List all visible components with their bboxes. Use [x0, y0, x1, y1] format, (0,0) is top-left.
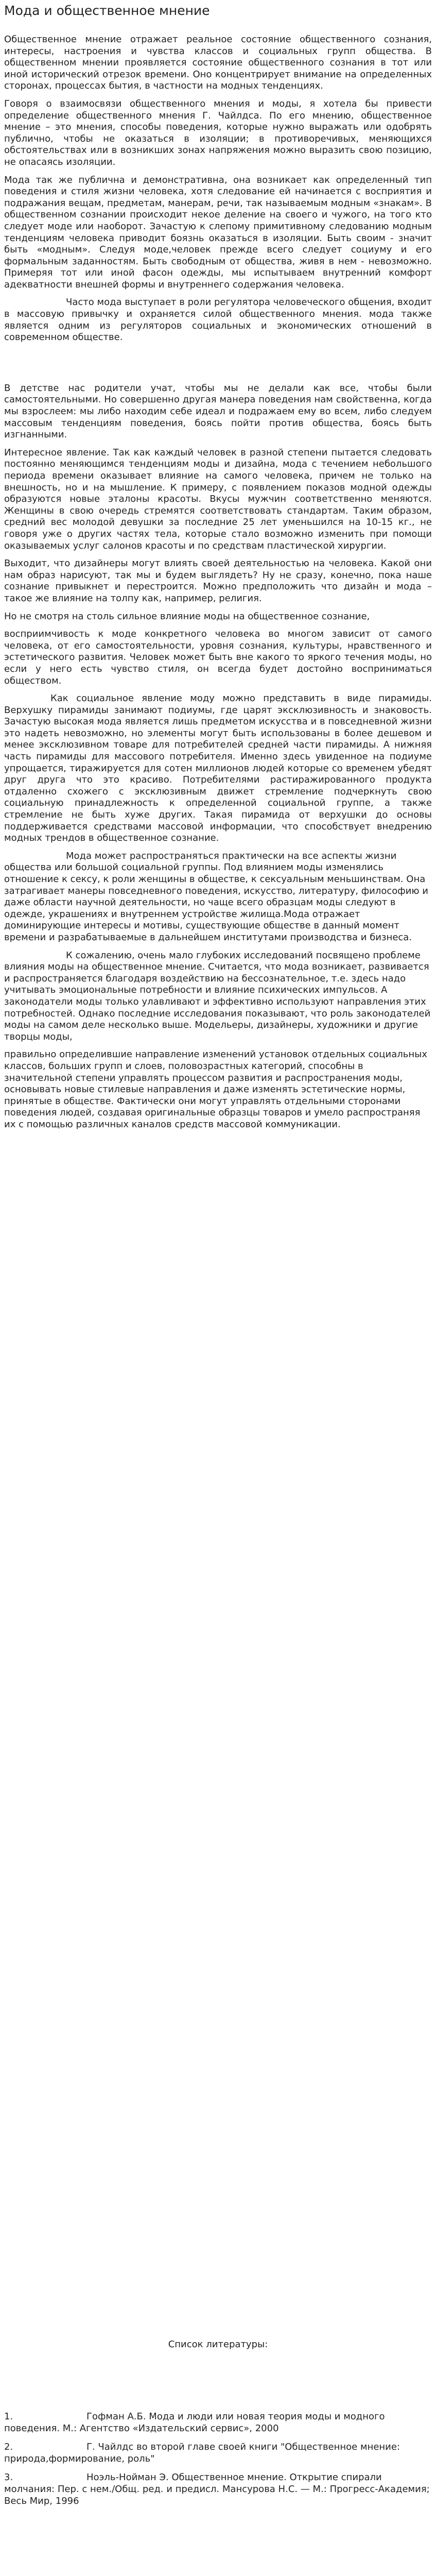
paragraph-7: Интересное явление. Так как каждый человек в разной степени пытается следовать постоянно меняющимся тенденциям моды и дизайна, мода с течением небольшого периода времени оказывает влияние на самого человека, причем не только на внешность, но и на мышление. К примеру, с появлением показов модной одежды образуются новые эталоны красоты. Вкусы мужчин соответственно меняются. Женщины в свою очередь стремятся соответствовать стандартам. Таким образом, средний вес молодой девушки за последние 25 лет уменьшился на 10-15 кг., не говоря уже о других частях тела, которые стало возможно изменить при помощи оказываемых услуг салонов красоты и по средствам пластической хирургии.: [4, 447, 432, 551]
paragraph-13: К сожалению, очень мало глубоких исследований посвящено проблеме влияния моды на общественное мнение. Считается, что мода возникает, развивается и распространяется благодаря воздействию на бессознательное, т.е. здесь надо учитывать эмоциональные потребности и влияние психических импульсов. А законодатели моды только улавливают и эффективно используют направления этих потребностей. Однако последние исследования показывают, что роль законодателей моды на самом деле несколько выше. Модельеры, дизайнеры, художники и другие творцы моды,: [4, 950, 431, 1042]
paragraph-4: Часто мода выступает в роли регулятора человеческого общения, входит в массовую привычку и охраняется силой общественного мнения. мода также является одним из регуляторов социальных и экономических отношений в современном обществе.: [4, 297, 432, 343]
bibliography-heading: Список литературы:: [168, 2339, 268, 2350]
bibliography-item: [4, 2442, 432, 2465]
bibliography-item-number: 2.: [4, 2442, 13, 2453]
paragraph-1: Общественное мнение отражает реальное состояние общественного сознания, интересы, настроения и чувства классов и социальных групп общества. В общественном мнении проявляется состояние общественного сознания в тот или иной исторический отрезок времени. Оно концентрирует внимание на определенных сторонах, процессах бытия, в частности на модных тенденциях.: [4, 34, 432, 92]
bibliography-item-number: 3.: [4, 2472, 13, 2483]
document-body: [4, 34, 432, 1137]
paragraph-6: В детстве нас родители учат, чтобы мы не делали как все, чтобы были самостоятельными. Но совершенно другая манера поведения нам свойственна, когда мы взрослеем: мы либо находим себе идеал и подражаем ему во всем, либо следуем массовым тенденциям поведения, боясь пойти против общества, боясь быть изгнанными.: [4, 382, 432, 440]
paragraph-12: Мода может распространяться практически на все аспекты жизни общества или большой социальной группы. Под влиянием моды изменялись отношение к сексу, к роли женщины в обществе, к сексуальным меньшинствам. Она затрагивает манеры повседневного поведения, искусство, литературу, философию и даже области научной деятельности, но чаще всего образцам моды следуют в одежде, украшениях и внутреннем устройстве жилища.Мода отражает доминирующие интересы и мотивы, существующие обществе в данный момент времени и разрабатываемые в дальнейшем институтами производства и бизнеса.: [4, 850, 428, 943]
paragraph-3: Мода так же публична и демонстративна, она возникает как определенный тип поведения и стиля жизни человека, хотя следование ей начинается с восприятия и подражания вещам, предметам, манерам, речи, так называемым модным «знакам». В общественном сознании происходит некое деление на своего и чужого, на того кто следует моде или наоборот. Зачастую к слепому примитивному следованию модным тенденциям человека приводит боязнь оказаться в изоляции. Быть своим - значит быть «модным». Следуя моде,человек прежде всего следует социуму и его формальным заданностям. Быть свободным от общества, живя в нем - невозможно. Примеряя тот или иной фасон одежды, мы испытываем внутренний комфорт адекватности внешней формы и внутреннего содержания человека.: [4, 174, 432, 290]
bibliography-item: [4, 2472, 432, 2507]
paragraph-spacer: [4, 350, 432, 383]
page-title: Мода и общественное мнение: [4, 3, 210, 18]
paragraph-9: Но не смотря на столь сильное влияние моды на общественное сознание,: [4, 611, 370, 622]
bibliography-item-text: Ноэль-Нойман Э. Общественное мнение. Открытие спирали молчания: Пер. с нем./Общ. ред. и предисл. Мансурова Н.С. — М.: Прогресс-Академия; Весь Мир, 1996: [4, 2472, 430, 2506]
bibliography-item-text: Гофман А.Б. Мода и люди или новая теория моды и модного поведения. М.: Агентство «Издательский сервис», 2000: [4, 2411, 385, 2434]
bibliography-item-text: Г. Чайлдс во второй главе своей книги "Общественное мнение: природа,формирование, роль": [4, 2442, 400, 2464]
paragraph-14: правильно определившие направление изменений установок отдельных социальных классов, больших групп и слоев, половозрастных категорий, способны в значительной степени управлять процессом развития и распространения моды, основывать новые стилевые направления и даже изменять эстетические нормы, принятые в обществе. Фактически они могут управлять отдельными сторонами поведения людей, создавая оригинальные образцы товаров и умело распространяя их с помощью различных каналов средств массовой коммуникации.: [4, 1049, 428, 1130]
paragraph-11: Как социальное явление моду можно представить в виде пирамиды. Верхушку пирамиды занимают подиумы, где царят эксклюзивность и знаковость. Зачастую высокая мода является лишь предметом искусства и в повседневной жизни это надеть невозможно, но элементы могут быть использованы в более дешевом и менее эксклюзивном товаре для потребителей средней части пирамиды. А нижняя часть пирамиды для массового потребителя. Именно здесь увиденное на подиуме упрощается, тиражируется для сотен миллионов людей которые со временем убедят друг друга что это красиво. Потребителями растиражированного продукта отдаленно схожего с эксклюзивным движет стремление подчеркнуть свою социальную принадлежность к определенной социальной группе, а также стремление не быть хуже других. Такая пирамида от верхушки до основы поддерживается средствами массовой информации, что способствует внедрению модных трендов в общественное сознание.: [4, 693, 432, 844]
bibliography: [4, 2339, 432, 2514]
bibliography-item: [4, 2411, 432, 2434]
paragraph-8: Выходит, что дизайнеры могут влиять своей деятельностью на человека. Какой они нам образ нарисуют, так мы и будем выглядеть? Ну не сразу, конечно, пока наше сознание привыкнет и перестроится. Можно предположить что дизайн и мода – такое же влияние на толпу как, например, религия.: [4, 558, 432, 604]
bibliography-item-number: 1.: [4, 2411, 13, 2422]
paragraph-10: восприимчивость к моде конкретного человека во многом зависит от самого человека, от его самостоятельности, уровня сознания, культуры, нравственного и эстетического развития. Человек может быть вне какого то яркого течения моды, но если у него есть чувство стиля, он всегда будет достойно восприниматься обществом.: [4, 629, 432, 686]
paragraph-2: Говоря о взаимосвязи общественного мнения и моды, я хотела бы привести определение общественного мнения Г. Чайлдса. По его мнению, общественное мнение – это мнения, способы поведения, которые нужно выражать или одобрять публично, чтобы не оказаться в изоляции; в противоречивых, меняющихся обстоятельствах или в возникших зонах напряжения можно выразить свою позицию, не опасаясь изоляции.: [4, 98, 432, 167]
